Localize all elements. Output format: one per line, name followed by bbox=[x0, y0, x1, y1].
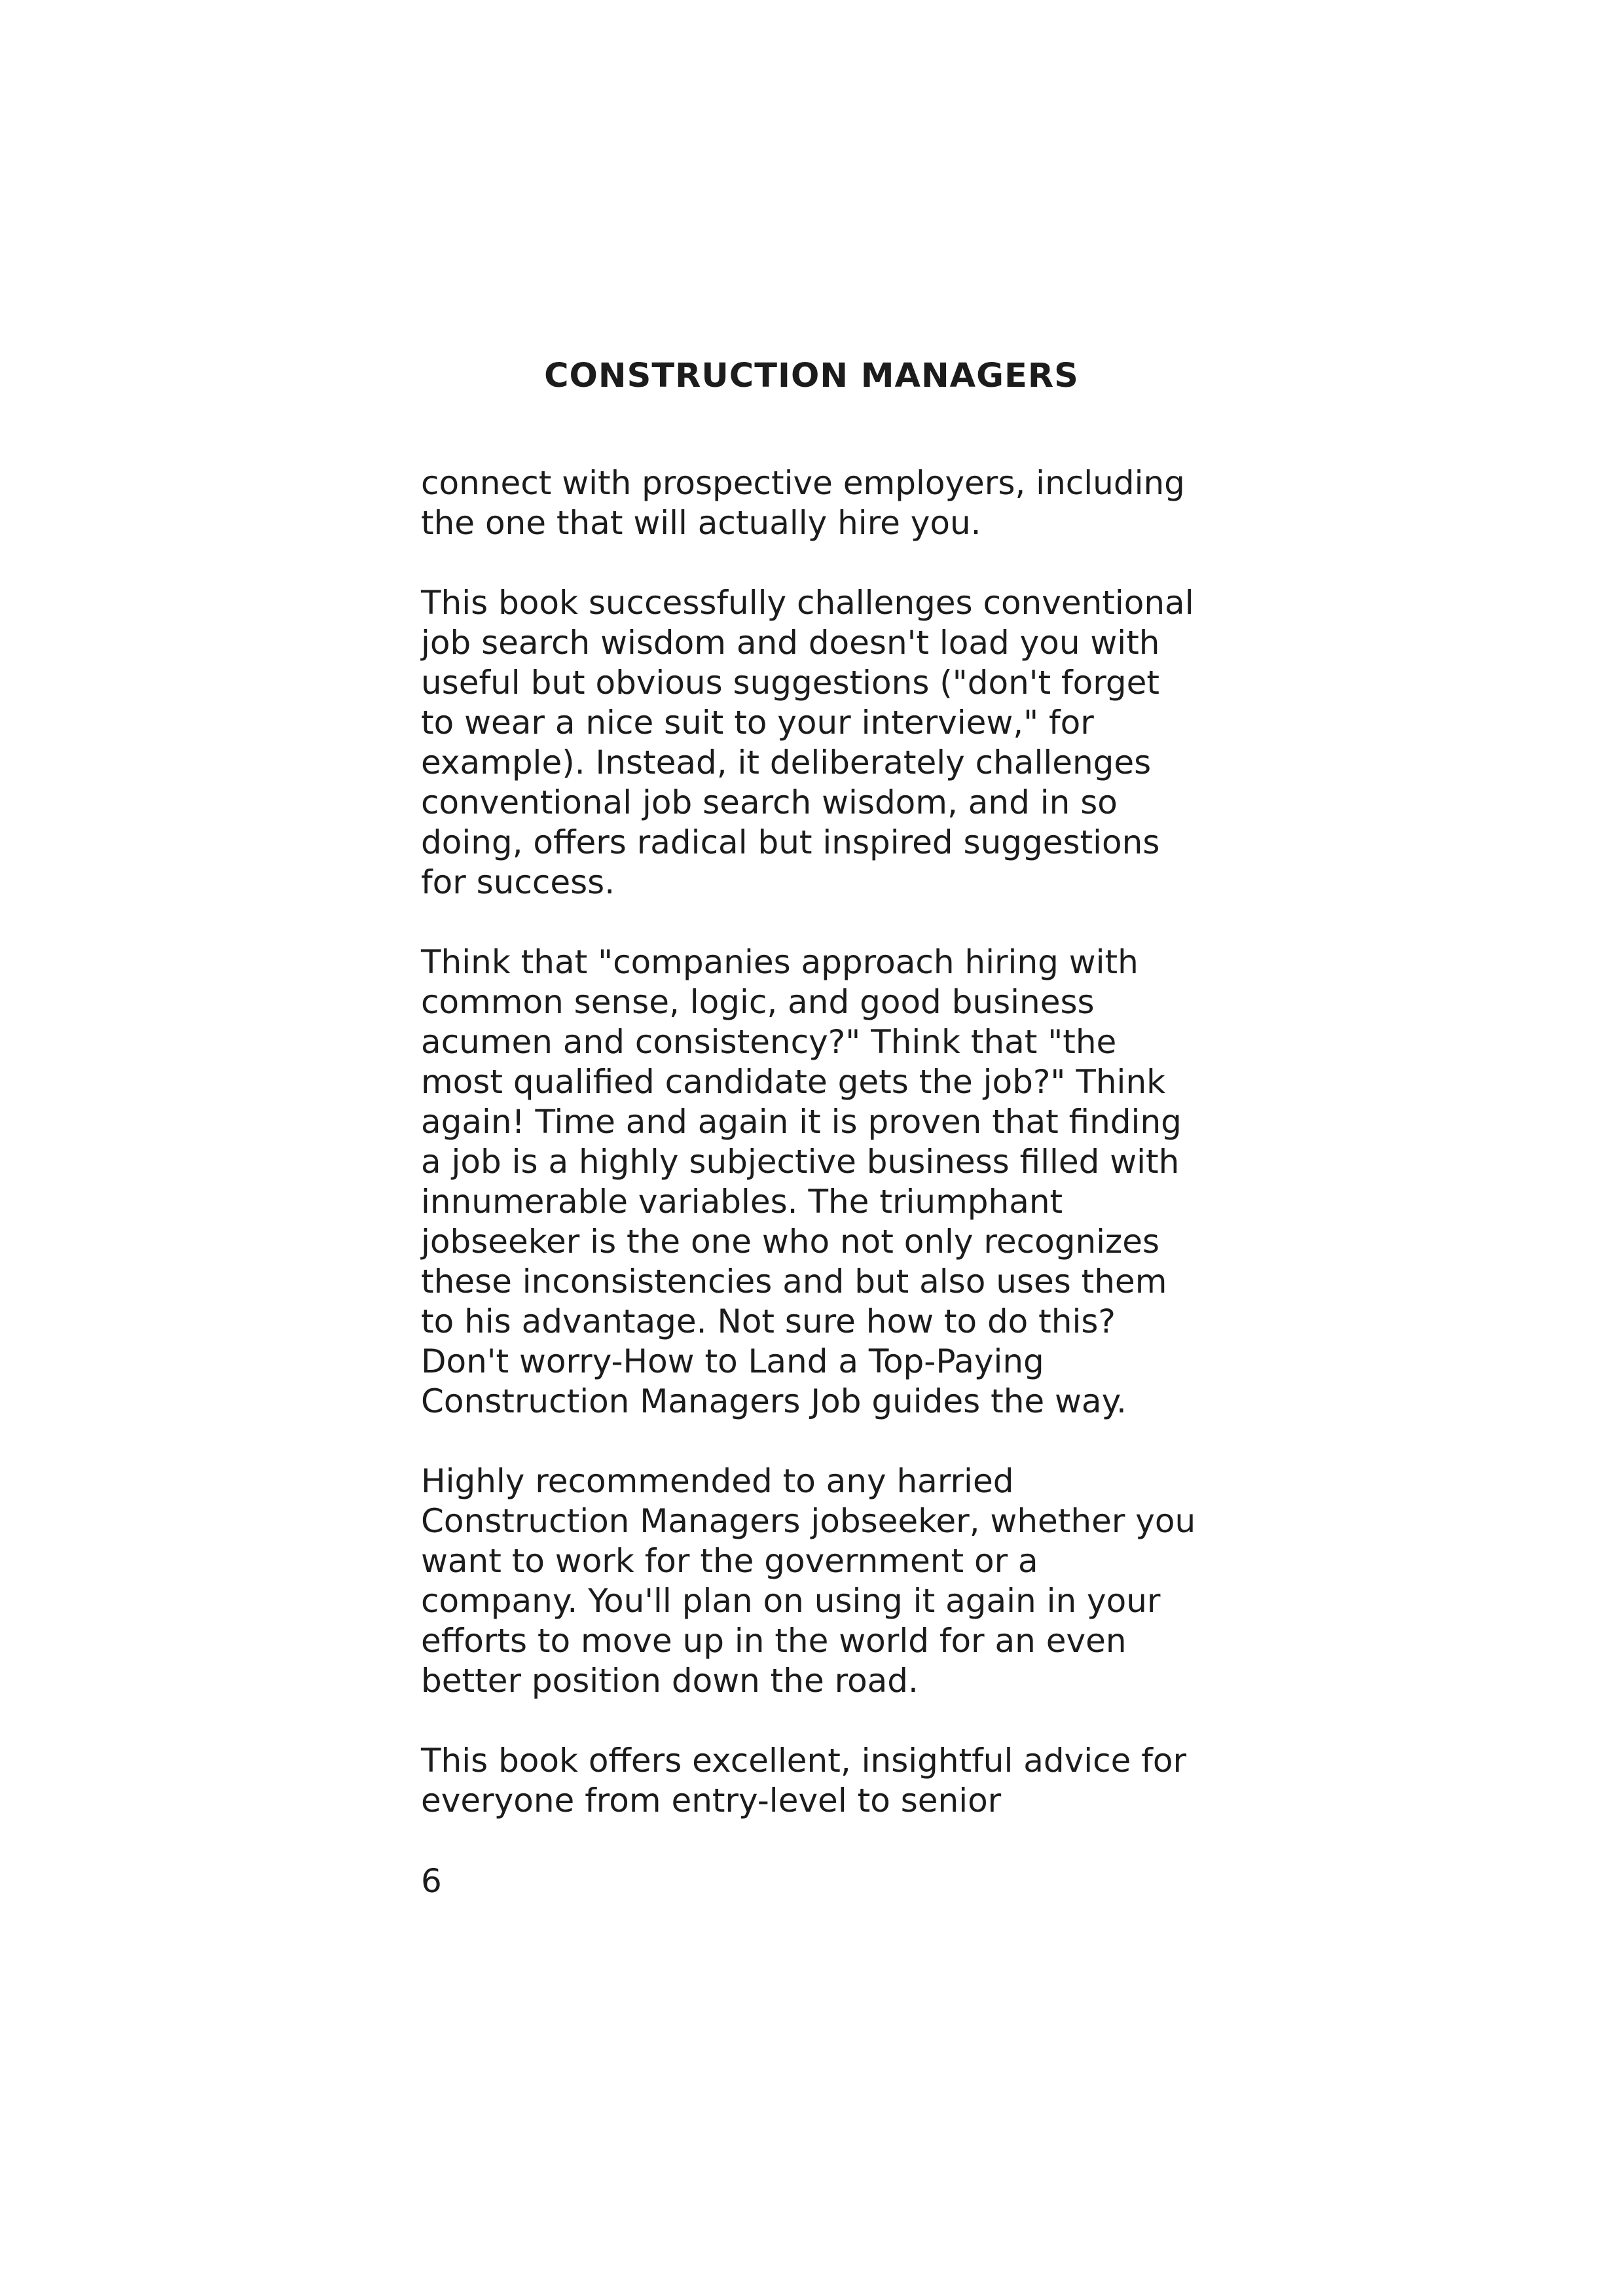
text-line: conventional job search wisdom, and in so bbox=[421, 783, 1118, 821]
text-line: to his advantage. Not sure how to do this? bbox=[421, 1302, 1116, 1340]
text-line: company. You'll plan on using it again in your bbox=[421, 1582, 1161, 1620]
text-line: Construction Managers Job guides the way. bbox=[421, 1382, 1127, 1420]
text-line: acumen and consistency?" Think that "the bbox=[421, 1023, 1117, 1061]
paragraph-5 bbox=[421, 1741, 1239, 1821]
text-line: for success. bbox=[421, 863, 615, 901]
text-line: Think that "companies approach hiring with bbox=[421, 943, 1139, 981]
text-line: these inconsistencies and but also uses them bbox=[421, 1263, 1167, 1300]
text-line: again! Time and again it is proven that finding bbox=[421, 1103, 1182, 1141]
text-line: innumerable variables. The triumphant bbox=[421, 1183, 1063, 1221]
paragraph-4 bbox=[421, 1462, 1239, 1701]
text-line: better position down the road. bbox=[421, 1662, 919, 1700]
text-line: doing, offers radical but inspired suggestions bbox=[421, 823, 1160, 861]
text-line: common sense, logic, and good business bbox=[421, 983, 1095, 1021]
text-line: everyone from entry-level to senior bbox=[421, 1782, 1002, 1820]
text-line: This book successfully challenges conventional bbox=[421, 584, 1194, 622]
text-line: Highly recommended to any harried bbox=[421, 1462, 1014, 1500]
text-line: useful but obvious suggestions ("don't forget bbox=[421, 664, 1160, 702]
text-line: want to work for the government or a bbox=[421, 1542, 1038, 1580]
text-line: Construction Managers jobseeker, whether you bbox=[421, 1502, 1196, 1540]
paragraph-3 bbox=[421, 942, 1239, 1422]
text-line: This book offers excellent, insightful advice for bbox=[421, 1742, 1186, 1780]
page-number: 6 bbox=[421, 1862, 442, 1900]
text-line: example). Instead, it deliberately challenges bbox=[421, 744, 1152, 781]
page-title: CONSTRUCTION MANAGERS bbox=[544, 357, 1079, 395]
text-line: most qualified candidate gets the job?" Think bbox=[421, 1063, 1166, 1101]
text-line: a job is a highly subjective business filled with bbox=[421, 1143, 1180, 1181]
text-line: Don't worry-How to Land a Top-Paying bbox=[421, 1342, 1044, 1380]
body-text bbox=[421, 463, 1239, 1861]
paragraph-2 bbox=[421, 583, 1239, 903]
text-line: efforts to move up in the world for an even bbox=[421, 1622, 1127, 1660]
paragraph-1 bbox=[421, 463, 1239, 543]
text-line: the one that will actually hire you. bbox=[421, 504, 981, 542]
text-line: jobseeker is the one who not only recognizes bbox=[421, 1223, 1160, 1261]
text-line: to wear a nice suit to your interview," for bbox=[421, 704, 1094, 742]
text-line: connect with prospective employers, including bbox=[421, 464, 1185, 502]
text-line: job search wisdom and doesn't load you with bbox=[421, 624, 1160, 662]
